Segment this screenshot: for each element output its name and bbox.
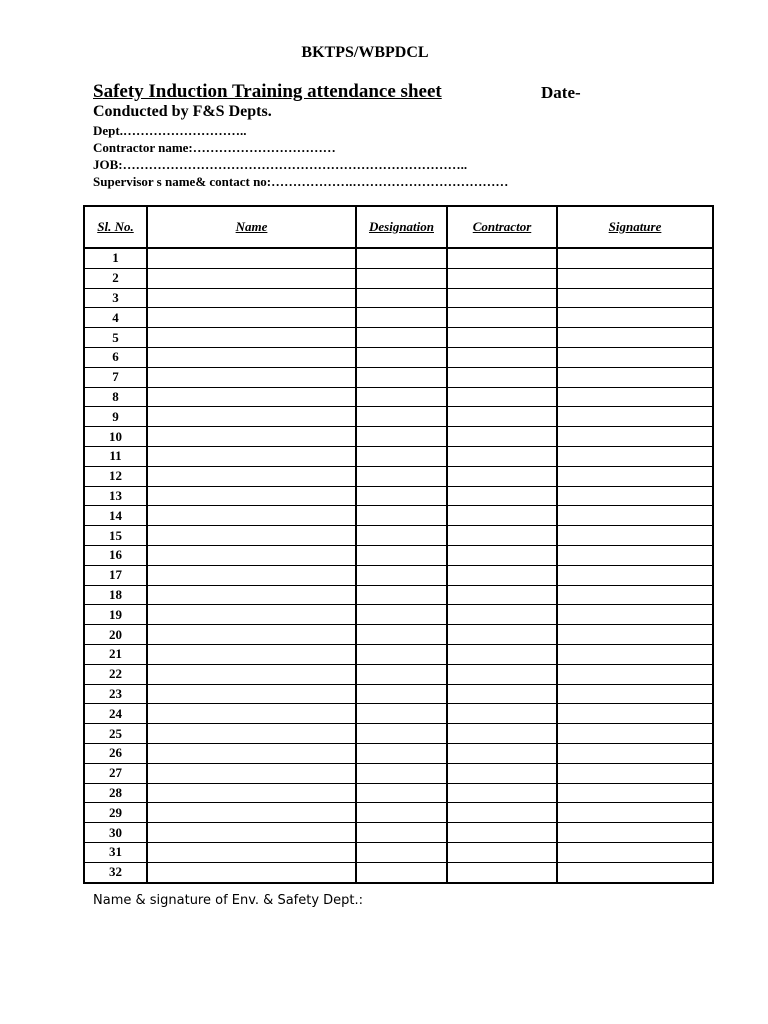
contractor-cell[interactable] <box>447 268 557 288</box>
table-row <box>84 704 713 724</box>
sl-no-cell: 6 <box>84 347 147 367</box>
name-cell[interactable] <box>147 823 356 843</box>
signature-cell[interactable] <box>557 605 713 625</box>
sl-no-cell: 19 <box>84 605 147 625</box>
name-cell[interactable] <box>147 486 356 506</box>
designation-cell[interactable] <box>356 842 447 862</box>
contractor-cell[interactable] <box>447 803 557 823</box>
sl-no-cell: 31 <box>84 842 147 862</box>
col-header-contractor: Contractor <box>447 206 557 248</box>
sl-no-cell: 30 <box>84 823 147 843</box>
contractor-cell[interactable] <box>447 545 557 565</box>
name-cell[interactable] <box>147 862 356 882</box>
name-cell[interactable] <box>147 565 356 585</box>
name-cell[interactable] <box>147 427 356 447</box>
sl-no-cell: 32 <box>84 862 147 882</box>
table-row <box>84 724 713 744</box>
sl-no-cell: 16 <box>84 545 147 565</box>
designation-cell[interactable] <box>356 605 447 625</box>
signature-cell[interactable] <box>557 407 713 427</box>
sl-no-cell: 12 <box>84 466 147 486</box>
name-cell[interactable] <box>147 644 356 664</box>
designation-cell[interactable] <box>356 704 447 724</box>
contractor-cell[interactable] <box>447 526 557 546</box>
name-cell[interactable] <box>147 763 356 783</box>
designation-cell[interactable] <box>356 644 447 664</box>
contractor-cell[interactable] <box>447 823 557 843</box>
contractor-cell[interactable] <box>447 387 557 407</box>
name-cell[interactable] <box>147 466 356 486</box>
sl-no-cell: 21 <box>84 644 147 664</box>
signature-cell[interactable] <box>557 684 713 704</box>
job-field: JOB:…………………………………………………………………….. <box>93 157 468 172</box>
table-row <box>84 625 713 645</box>
designation-cell[interactable] <box>356 367 447 387</box>
contractor-cell[interactable] <box>447 724 557 744</box>
sl-no-cell: 17 <box>84 565 147 585</box>
table-row <box>84 526 713 546</box>
designation-cell[interactable] <box>356 427 447 447</box>
signature-cell[interactable] <box>557 565 713 585</box>
name-cell[interactable] <box>147 407 356 427</box>
contractor-cell[interactable] <box>447 565 557 585</box>
sl-no-cell: 9 <box>84 407 147 427</box>
signature-cell[interactable] <box>557 644 713 664</box>
designation-cell[interactable] <box>356 565 447 585</box>
name-cell[interactable] <box>147 684 356 704</box>
table-row <box>84 545 713 565</box>
designation-cell[interactable] <box>356 625 447 645</box>
sl-no-cell: 25 <box>84 724 147 744</box>
contractor-cell[interactable] <box>447 506 557 526</box>
signature-cell[interactable] <box>557 545 713 565</box>
name-cell[interactable] <box>147 446 356 466</box>
contractor-cell[interactable] <box>447 704 557 724</box>
signature-cell[interactable] <box>557 466 713 486</box>
designation-cell[interactable] <box>356 526 447 546</box>
table-header-row <box>84 206 713 248</box>
sl-no-cell: 11 <box>84 446 147 466</box>
designation-cell[interactable] <box>356 862 447 882</box>
contractor-cell[interactable] <box>447 466 557 486</box>
signature-cell[interactable] <box>557 506 713 526</box>
sl-no-cell: 13 <box>84 486 147 506</box>
name-cell[interactable] <box>147 526 356 546</box>
contractor-cell[interactable] <box>447 308 557 328</box>
organization-heading: BKTPS/WBPDCL <box>301 44 429 61</box>
table-body <box>84 248 713 883</box>
signature-cell[interactable] <box>557 823 713 843</box>
contractor-cell[interactable] <box>447 743 557 763</box>
name-cell[interactable] <box>147 783 356 803</box>
signature-cell[interactable] <box>557 783 713 803</box>
signature-cell[interactable] <box>557 446 713 466</box>
name-cell[interactable] <box>147 842 356 862</box>
designation-cell[interactable] <box>356 248 447 268</box>
contractor-cell[interactable] <box>447 862 557 882</box>
name-cell[interactable] <box>147 743 356 763</box>
name-cell[interactable] <box>147 545 356 565</box>
footer-signature-label: Name & signature of Env. & Safety Dept.: <box>93 893 364 908</box>
designation-cell[interactable] <box>356 268 447 288</box>
designation-cell[interactable] <box>356 288 447 308</box>
name-cell[interactable] <box>147 585 356 605</box>
sheet-title: Safety Induction Training attendance sheet <box>93 81 442 102</box>
designation-cell[interactable] <box>356 407 447 427</box>
sl-no-cell: 26 <box>84 743 147 763</box>
signature-cell[interactable] <box>557 625 713 645</box>
name-cell[interactable] <box>147 268 356 288</box>
signature-cell[interactable] <box>557 803 713 823</box>
signature-cell[interactable] <box>557 862 713 882</box>
attendance-table <box>83 205 714 884</box>
signature-cell[interactable] <box>557 664 713 684</box>
signature-cell[interactable] <box>557 387 713 407</box>
sl-no-cell: 3 <box>84 288 147 308</box>
table-row <box>84 743 713 763</box>
designation-cell[interactable] <box>356 466 447 486</box>
designation-cell[interactable] <box>356 585 447 605</box>
sl-no-cell: 24 <box>84 704 147 724</box>
table-row <box>84 842 713 862</box>
sl-no-cell: 10 <box>84 427 147 447</box>
designation-cell[interactable] <box>356 446 447 466</box>
designation-cell[interactable] <box>356 743 447 763</box>
table-row <box>84 783 713 803</box>
name-cell[interactable] <box>147 308 356 328</box>
name-cell[interactable] <box>147 387 356 407</box>
table-row <box>84 407 713 427</box>
signature-cell[interactable] <box>557 328 713 348</box>
table-row <box>84 763 713 783</box>
sl-no-cell: 18 <box>84 585 147 605</box>
signature-cell[interactable] <box>557 367 713 387</box>
signature-cell[interactable] <box>557 486 713 506</box>
col-header-sl-no: Sl. No. <box>84 206 147 248</box>
sl-no-cell: 2 <box>84 268 147 288</box>
table-row <box>84 466 713 486</box>
table-row <box>84 684 713 704</box>
designation-cell[interactable] <box>356 486 447 506</box>
table-row <box>84 823 713 843</box>
signature-cell[interactable] <box>557 308 713 328</box>
contractor-cell[interactable] <box>447 783 557 803</box>
contractor-cell[interactable] <box>447 625 557 645</box>
contractor-cell[interactable] <box>447 328 557 348</box>
table-row <box>84 585 713 605</box>
contractor-cell[interactable] <box>447 347 557 367</box>
table-row <box>84 328 713 348</box>
signature-cell[interactable] <box>557 743 713 763</box>
signature-cell[interactable] <box>557 704 713 724</box>
table-row <box>84 446 713 466</box>
contractor-cell[interactable] <box>447 763 557 783</box>
table-row <box>84 664 713 684</box>
designation-cell[interactable] <box>356 684 447 704</box>
designation-cell[interactable] <box>356 308 447 328</box>
sl-no-cell: 1 <box>84 248 147 268</box>
col-header-name: Name <box>147 206 356 248</box>
signature-cell[interactable] <box>557 347 713 367</box>
table-row <box>84 268 713 288</box>
contractor-name-field: Contractor name:…………………………… <box>93 140 336 155</box>
sl-no-cell: 29 <box>84 803 147 823</box>
contractor-cell[interactable] <box>447 407 557 427</box>
signature-cell[interactable] <box>557 526 713 546</box>
sl-no-cell: 5 <box>84 328 147 348</box>
designation-cell[interactable] <box>356 545 447 565</box>
sl-no-cell: 28 <box>84 783 147 803</box>
contractor-cell[interactable] <box>447 664 557 684</box>
name-cell[interactable] <box>147 724 356 744</box>
sl-no-cell: 7 <box>84 367 147 387</box>
sl-no-cell: 15 <box>84 526 147 546</box>
designation-cell[interactable] <box>356 328 447 348</box>
contractor-cell[interactable] <box>447 684 557 704</box>
table-row <box>84 565 713 585</box>
name-cell[interactable] <box>147 367 356 387</box>
contractor-cell[interactable] <box>447 486 557 506</box>
designation-cell[interactable] <box>356 347 447 367</box>
name-cell[interactable] <box>147 625 356 645</box>
dept-field: Dept.……………………….. <box>93 123 247 138</box>
designation-cell[interactable] <box>356 664 447 684</box>
date-label: Date- <box>541 83 581 102</box>
name-cell[interactable] <box>147 605 356 625</box>
sl-no-cell: 20 <box>84 625 147 645</box>
table-row <box>84 308 713 328</box>
sl-no-cell: 27 <box>84 763 147 783</box>
table-row <box>84 506 713 526</box>
sl-no-cell: 4 <box>84 308 147 328</box>
name-cell[interactable] <box>147 803 356 823</box>
contractor-cell[interactable] <box>447 605 557 625</box>
contractor-cell[interactable] <box>447 427 557 447</box>
table-row <box>84 427 713 447</box>
signature-cell[interactable] <box>557 763 713 783</box>
table-row <box>84 486 713 506</box>
contractor-cell[interactable] <box>447 248 557 268</box>
table-row <box>84 347 713 367</box>
signature-cell[interactable] <box>557 724 713 744</box>
designation-cell[interactable] <box>356 803 447 823</box>
sl-no-cell: 22 <box>84 664 147 684</box>
name-cell[interactable] <box>147 664 356 684</box>
name-cell[interactable] <box>147 248 356 268</box>
signature-cell[interactable] <box>557 248 713 268</box>
name-cell[interactable] <box>147 328 356 348</box>
table-row <box>84 862 713 882</box>
designation-cell[interactable] <box>356 823 447 843</box>
designation-cell[interactable] <box>356 387 447 407</box>
sl-no-cell: 23 <box>84 684 147 704</box>
contractor-cell[interactable] <box>447 446 557 466</box>
signature-cell[interactable] <box>557 427 713 447</box>
designation-cell[interactable] <box>356 506 447 526</box>
designation-cell[interactable] <box>356 783 447 803</box>
table-row <box>84 605 713 625</box>
signature-cell[interactable] <box>557 288 713 308</box>
contractor-cell[interactable] <box>447 288 557 308</box>
sl-no-cell: 14 <box>84 506 147 526</box>
supervisor-field: Supervisor s name& contact no:……………….……………………………… <box>93 174 509 189</box>
table-row <box>84 644 713 664</box>
sl-no-cell: 8 <box>84 387 147 407</box>
col-header-designation: Designation <box>356 206 447 248</box>
signature-cell[interactable] <box>557 268 713 288</box>
contractor-cell[interactable] <box>447 644 557 664</box>
table-row <box>84 248 713 268</box>
table-row <box>84 803 713 823</box>
name-cell[interactable] <box>147 506 356 526</box>
signature-cell[interactable] <box>557 585 713 605</box>
signature-cell[interactable] <box>557 842 713 862</box>
name-cell[interactable] <box>147 288 356 308</box>
designation-cell[interactable] <box>356 763 447 783</box>
conducted-by-line: Conducted by F&S Depts. <box>93 103 272 120</box>
name-cell[interactable] <box>147 347 356 367</box>
contractor-cell[interactable] <box>447 585 557 605</box>
name-cell[interactable] <box>147 704 356 724</box>
table-row <box>84 288 713 308</box>
col-header-signature: Signature <box>557 206 713 248</box>
contractor-cell[interactable] <box>447 367 557 387</box>
designation-cell[interactable] <box>356 724 447 744</box>
table-row <box>84 387 713 407</box>
contractor-cell[interactable] <box>447 842 557 862</box>
table-row <box>84 367 713 387</box>
